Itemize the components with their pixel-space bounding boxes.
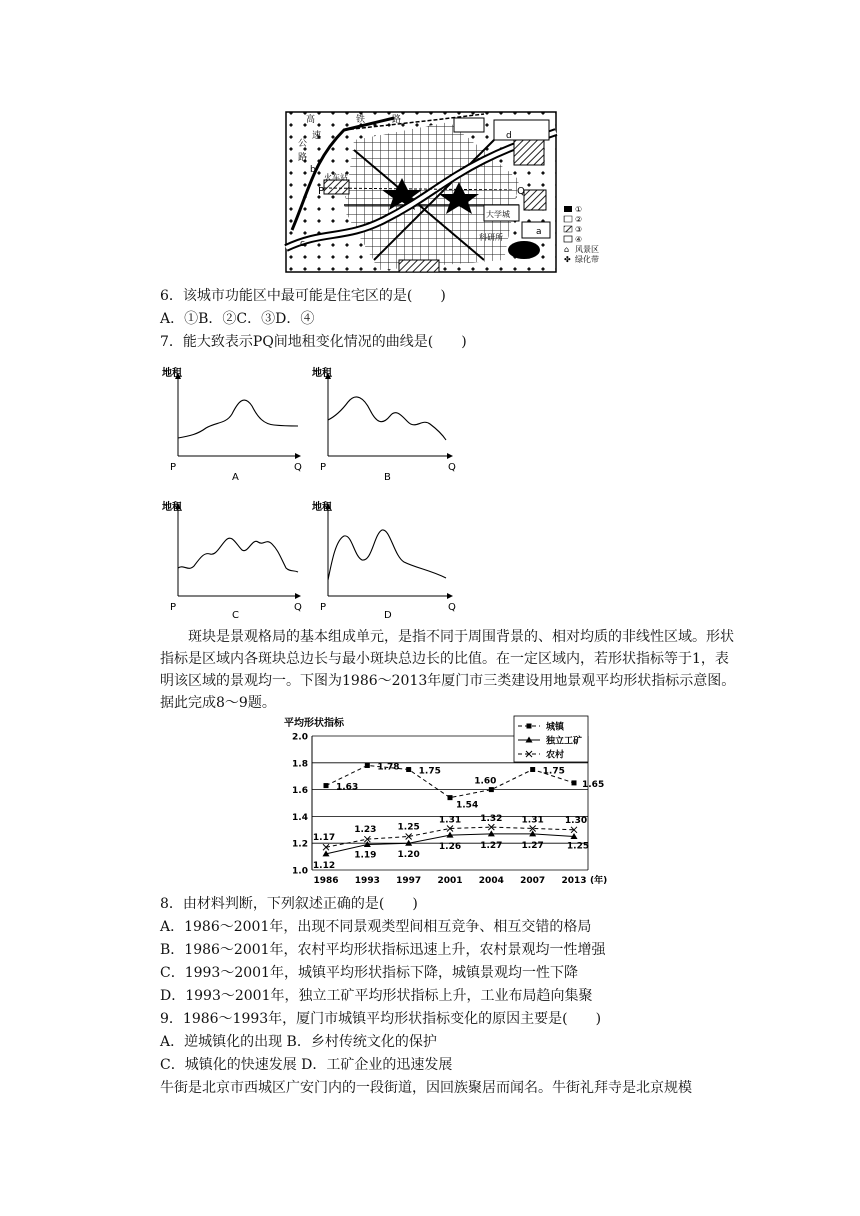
q8-option-b: B．1986～2001年，农村平均形状指标迅速上升，农村景观均一性增强	[160, 942, 606, 958]
q7-stem: 7．能大致表示PQ间地租变化情况的曲线是( )	[160, 334, 467, 350]
chart-data-label: 1.32	[480, 814, 503, 825]
q8-option-c: C．1993～2001年，城镇平均形状指标下降，城镇景观均一性下降	[160, 965, 578, 981]
map-label-d: d	[506, 131, 512, 141]
rent-graph-d-p: P	[320, 602, 327, 613]
map-label-gao: 高	[306, 115, 316, 125]
rent-graph-c-p: P	[170, 602, 177, 613]
rent-graph-d-name: D	[384, 610, 392, 620]
q8-option-a: A．1986～2001年，出现不同景观类型间相互竞争、相互交错的格局	[160, 919, 592, 935]
chart-point	[324, 783, 329, 788]
rent-graph-c-ylabel: 地租	[162, 502, 182, 513]
map-label-lu: 路	[392, 115, 402, 125]
chart-xtick-label: 2004	[478, 876, 504, 886]
map-label-c: c	[300, 239, 305, 249]
chart-data-label: 1.60	[474, 776, 497, 787]
chart-ytick-label: 2.0	[292, 732, 308, 743]
map-label-p: P	[318, 186, 325, 197]
q8-stem: 8．由材料判断，下列叙述正确的是( )	[160, 896, 418, 912]
chart-legend-label: 独立工矿	[546, 736, 583, 747]
rent-graphs	[160, 360, 480, 620]
rent-graph-c-name: C	[232, 610, 239, 620]
rent-graph-b-ylabel: 地租	[312, 368, 332, 379]
rent-graph-a-p: P	[170, 462, 177, 473]
chart-data-label: 1.63	[336, 782, 359, 793]
rent-graph-c	[162, 500, 302, 620]
chart-xtick-label: 2001	[437, 876, 463, 886]
map-label-institute: 科研所	[479, 233, 503, 242]
chart-xtick-label: 1993	[354, 876, 380, 886]
chart-xtick-label: 1986	[313, 876, 339, 886]
chart-ytick-label: 1.0	[292, 866, 308, 877]
chart-point	[406, 767, 411, 772]
chart-point	[489, 787, 494, 792]
q6-options: A．①B．②C．③D．④	[160, 311, 315, 327]
q9-options-cd: C．城镇化的快速发展 D．工矿企业的迅速发展	[160, 1057, 453, 1073]
chart-data-label: 1.75	[418, 766, 441, 777]
svg-text:⌂: ⌂	[564, 245, 570, 254]
chart-xtick-label: 2007	[520, 876, 546, 886]
map-label-b: b	[310, 165, 316, 175]
rent-graph-a	[162, 366, 302, 483]
chart-title: 平均形状指标	[284, 718, 344, 729]
chart-data-label: 1.27	[480, 840, 503, 851]
chart-ytick-label: 1.6	[292, 786, 308, 797]
map-label-station: 火车站	[324, 173, 348, 182]
chart-series-line-1	[326, 765, 574, 797]
rent-graph-d-ylabel: 地租	[312, 502, 332, 513]
chart-point	[365, 763, 370, 768]
chart-data-label: 1.20	[397, 850, 420, 861]
chart-data-label: 1.31	[521, 815, 544, 826]
chart-xtick-label: 1997	[396, 876, 422, 886]
chart-data-label: 1.25	[397, 822, 420, 833]
chart-ytick-label: 1.4	[292, 812, 308, 823]
map-label-university: 大学城	[486, 210, 510, 219]
chart-data-label: 1.65	[582, 779, 605, 790]
chart-legend-marker	[527, 724, 532, 729]
chart-ytick-label: 1.8	[292, 759, 308, 770]
rent-graph-b-p: P	[320, 462, 327, 473]
chart-data-label: 1.19	[354, 850, 377, 861]
chart-data-label: 1.17	[312, 833, 336, 844]
chart-data-label: 1.30	[564, 815, 588, 826]
rent-graph-b-q: Q	[448, 462, 456, 473]
map-legend-2: ②	[575, 215, 583, 224]
map-legend-greenbelt: 绿化带	[575, 255, 599, 264]
chart-data-label: 1.27	[521, 840, 544, 851]
passage	[160, 626, 740, 714]
q9-options-ab: A．逆城镇化的出现 B．乡村传统文化的保护	[160, 1034, 437, 1050]
chart-legend-label: 农村	[546, 750, 565, 761]
shape-index-chart	[282, 714, 622, 892]
rent-graph-d	[312, 500, 456, 620]
map-label-tie: 铁	[356, 115, 366, 125]
rent-graph-d-q: Q	[448, 602, 456, 613]
rent-graph-c-q: Q	[294, 602, 302, 613]
map-label-lu2: 路	[298, 153, 308, 163]
passage-paragraph: 斑块是景观格局的基本组成单元，是指不同于周围背景的、相对均质的非线性区域。形状指标是区域内各斑块总边长与最小斑块总边长的比值。在一定区域内，若形状指标等于1，表明该区域的景观均一。下图为1986～2013年厦门市三类建设用地景观平均形状指标示意图。据此完成8～9题。	[160, 629, 736, 711]
city-map-figure	[284, 110, 614, 276]
map-label-a: a	[536, 227, 542, 237]
chart-data-label: 1.31	[438, 815, 462, 826]
chart-point	[572, 780, 577, 785]
q9-stem: 9．1986～1993年，厦门市城镇平均形状指标变化的原因主要是( )	[160, 1011, 602, 1027]
map-legend-scenic: 风景区	[575, 245, 599, 254]
q8-option-d: D．1993～2001年，独立工矿平均形状指标上升，工业布局趋向集聚	[160, 988, 593, 1004]
chart-data-label: 1.23	[354, 825, 377, 836]
q6-stem: 6．该城市功能区中最可能是住宅区的是( )	[160, 288, 446, 304]
rent-graph-b-name: B	[384, 472, 391, 483]
map-legend	[564, 205, 599, 264]
chart-xlabel: (年)	[590, 876, 608, 886]
chart-xtick-label: 2013	[561, 876, 587, 886]
chart-data-label: 1.75	[542, 766, 565, 777]
rent-graph-a-name: A	[232, 472, 239, 483]
chart-point	[448, 795, 453, 800]
map-label-su: 速	[312, 131, 322, 141]
chart-data-label: 1.12	[312, 860, 336, 871]
svg-text:✤: ✤	[564, 255, 571, 264]
chart-data-label: 1.26	[438, 842, 462, 853]
chart-ytick-label: 1.2	[292, 839, 308, 850]
chart-data-label: 1.25	[566, 841, 590, 852]
chart-point	[530, 767, 535, 772]
rent-graph-a-q: Q	[294, 462, 302, 473]
map-label-gong: 公	[298, 139, 308, 149]
rent-graph-b	[312, 366, 456, 483]
rent-graph-a-ylabel: 地租	[162, 368, 182, 379]
next-passage: 牛街是北京市西城区广安门内的一段街道，因回族聚居而闻名。牛街礼拜寺是北京规模	[160, 1080, 692, 1096]
map-label-q: Q	[517, 186, 525, 197]
chart-legend-label: 城镇	[546, 722, 565, 733]
map-legend-3: ③	[575, 225, 583, 234]
chart-data-label: 1.54	[456, 800, 479, 811]
map-legend-4: ④	[575, 235, 583, 244]
map-legend-1: ①	[575, 205, 583, 214]
chart-data-label: 1.78	[377, 762, 400, 773]
